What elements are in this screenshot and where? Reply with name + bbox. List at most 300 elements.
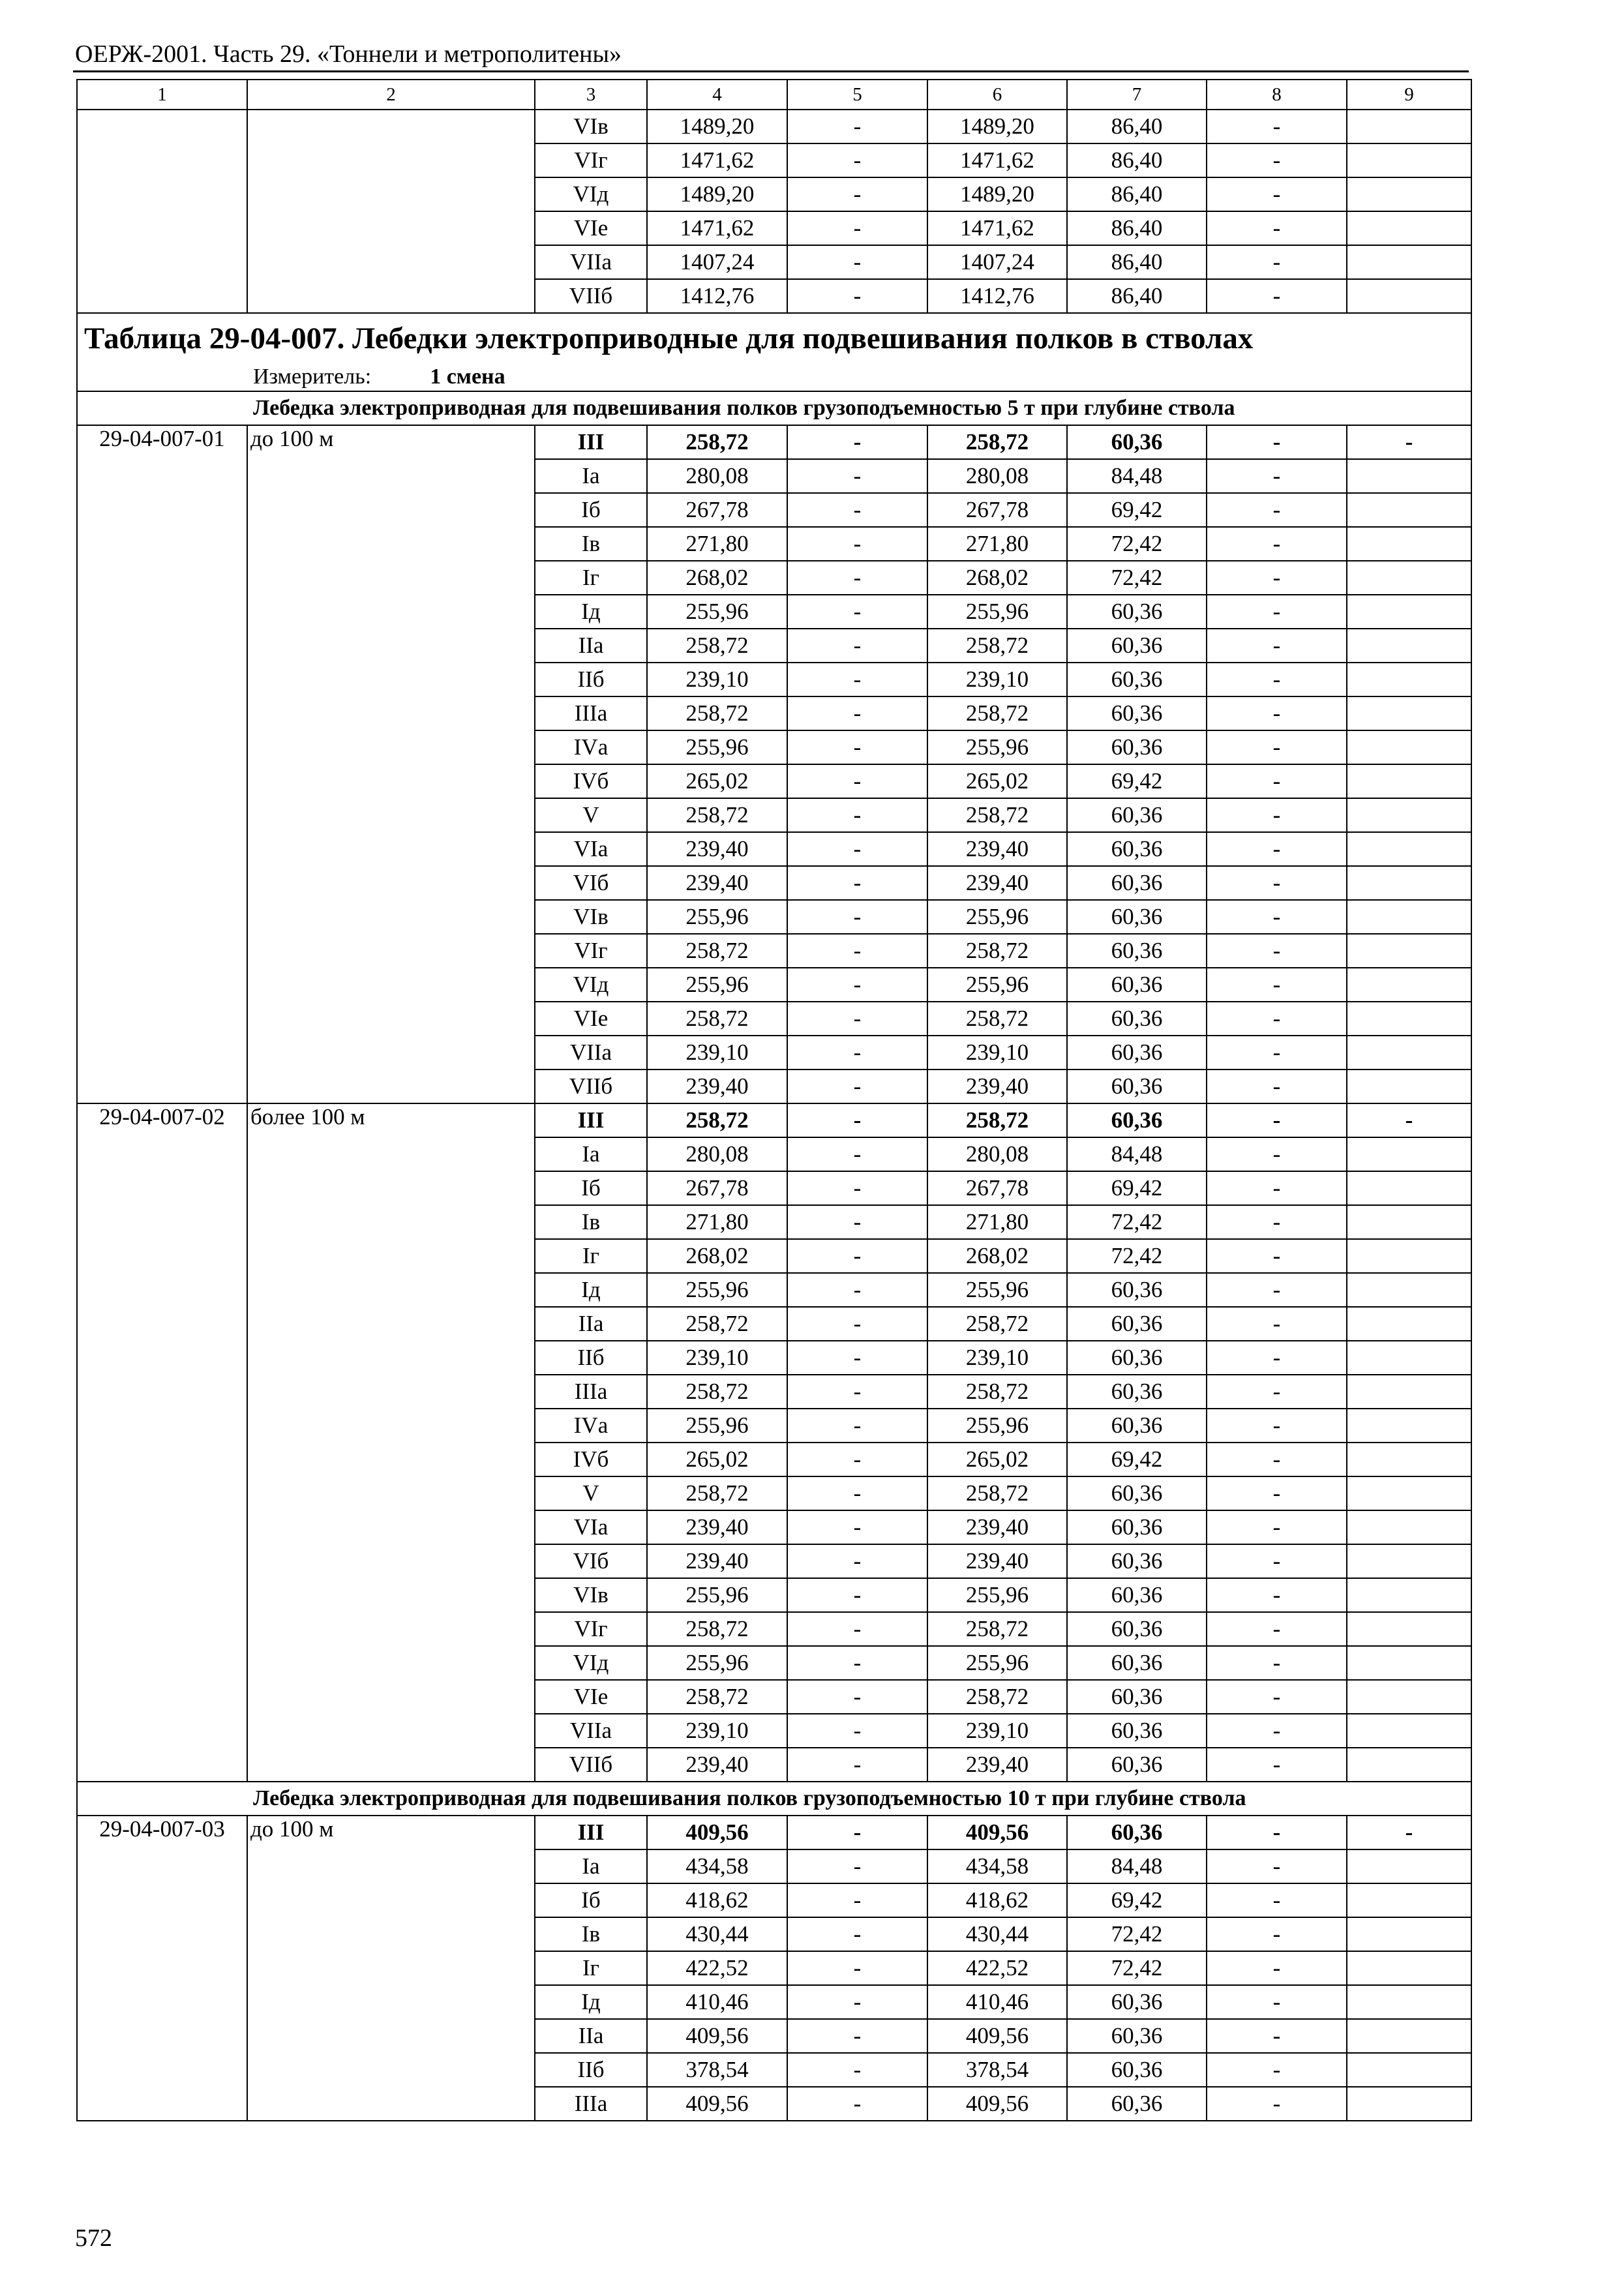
value-cell: 239,40 (647, 1510, 787, 1544)
item-description-cell (247, 832, 535, 866)
value-cell: 60,36 (1067, 832, 1207, 866)
value-cell (1347, 1239, 1471, 1273)
value-cell: - (1207, 1239, 1347, 1273)
item-description-cell (247, 968, 535, 1002)
item-code-cell (77, 459, 247, 493)
value-cell: 60,36 (1067, 2019, 1207, 2053)
value-cell: - (787, 1273, 927, 1307)
value-cell: Iв (535, 1917, 647, 1951)
value-cell: 60,36 (1067, 900, 1207, 934)
value-cell: 60,36 (1067, 1375, 1207, 1409)
value-cell: - (1207, 764, 1347, 798)
value-cell: - (1207, 1375, 1347, 1409)
value-cell: 1489,20 (927, 177, 1067, 211)
value-cell: 60,36 (1067, 1748, 1207, 1782)
value-cell: 255,96 (647, 1273, 787, 1307)
value-cell: Iа (535, 1849, 647, 1883)
item-code-cell (77, 1273, 247, 1307)
item-code-cell (77, 245, 247, 279)
item-description-cell (247, 900, 535, 934)
item-description-cell (247, 1883, 535, 1917)
item-code-cell (77, 832, 247, 866)
value-cell: 1471,62 (647, 211, 787, 245)
value-cell (1347, 595, 1471, 629)
value-cell: 280,08 (647, 459, 787, 493)
value-cell: 239,10 (647, 1714, 787, 1748)
item-description-cell (247, 527, 535, 561)
value-cell: 258,72 (927, 1002, 1067, 1036)
value-cell: - (787, 1646, 927, 1680)
value-cell: - (1207, 493, 1347, 527)
table-row (77, 1239, 1471, 1273)
item-code-cell (77, 1002, 247, 1036)
table-row (77, 2019, 1471, 2053)
value-cell (1347, 1951, 1471, 1985)
table-row (77, 1409, 1471, 1443)
item-description-cell (247, 459, 535, 493)
column-number: 1 (77, 80, 247, 110)
item-code-cell (77, 177, 247, 211)
value-cell: 1471,62 (927, 143, 1067, 177)
item-code-cell (77, 1883, 247, 1917)
value-cell: - (1207, 1646, 1347, 1680)
value-cell: - (787, 934, 927, 968)
item-description-cell (247, 1985, 535, 2019)
value-cell: Iд (535, 595, 647, 629)
table-row (77, 211, 1471, 245)
value-cell (1347, 1476, 1471, 1510)
section-heading: Лебедка электроприводная для подвешивания полков грузоподъемностью 10 т при глубине ствола (77, 1782, 1471, 1816)
item-description-cell (247, 730, 535, 764)
value-cell (1347, 459, 1471, 493)
value-cell: - (787, 696, 927, 730)
value-cell: 60,36 (1067, 1816, 1207, 1849)
value-cell: 280,08 (647, 1137, 787, 1171)
value-cell: VIIб (535, 1748, 647, 1782)
value-cell: VIе (535, 211, 647, 245)
value-cell: 258,72 (927, 425, 1067, 459)
value-cell: - (1207, 696, 1347, 730)
value-cell: 255,96 (647, 595, 787, 629)
value-cell: 239,40 (927, 1070, 1067, 1103)
value-cell: - (787, 730, 927, 764)
item-description-cell (247, 696, 535, 730)
value-cell: 72,42 (1067, 1239, 1207, 1273)
value-cell: IIа (535, 1307, 647, 1341)
value-cell: - (787, 1680, 927, 1714)
table-row (77, 1137, 1471, 1171)
value-cell: 258,72 (647, 696, 787, 730)
value-cell: 255,96 (647, 900, 787, 934)
table-row (77, 2087, 1471, 2121)
table-row (77, 696, 1471, 730)
value-cell: 60,36 (1067, 1578, 1207, 1612)
value-cell: 258,72 (927, 1476, 1067, 1510)
item-code-cell (77, 1476, 247, 1510)
value-cell: 418,62 (927, 1883, 1067, 1917)
value-cell (1347, 696, 1471, 730)
item-code-cell (77, 1714, 247, 1748)
column-number: 4 (647, 80, 787, 110)
value-cell: 69,42 (1067, 493, 1207, 527)
value-cell: 255,96 (927, 968, 1067, 1002)
item-description-cell (247, 1544, 535, 1578)
value-cell: - (1207, 1476, 1347, 1510)
value-cell: 60,36 (1067, 1070, 1207, 1103)
value-cell: 409,56 (927, 2087, 1067, 2121)
table-row (77, 764, 1471, 798)
item-code-cell (77, 1036, 247, 1070)
value-cell: - (1347, 1816, 1471, 1849)
value-cell: - (1207, 1036, 1347, 1070)
value-cell (1347, 2087, 1471, 2121)
table-row (77, 900, 1471, 934)
item-description-cell (247, 245, 535, 279)
price-table (76, 79, 1472, 2121)
value-cell (1347, 245, 1471, 279)
value-cell: 255,96 (927, 900, 1067, 934)
item-description-cell (247, 1612, 535, 1646)
item-code-cell (77, 110, 247, 143)
item-description-cell (247, 110, 535, 143)
table-row (77, 110, 1471, 143)
value-cell: 60,36 (1067, 1307, 1207, 1341)
value-cell (1347, 1883, 1471, 1917)
value-cell: Iа (535, 1137, 647, 1171)
value-cell: - (787, 2019, 927, 2053)
value-cell: - (787, 1476, 927, 1510)
value-cell: 267,78 (927, 493, 1067, 527)
item-description-cell (247, 764, 535, 798)
value-cell: 265,02 (927, 1443, 1067, 1476)
value-cell: VIг (535, 934, 647, 968)
value-cell: VIIа (535, 245, 647, 279)
item-code-cell (77, 1171, 247, 1205)
table-row (77, 143, 1471, 177)
table-row (77, 1646, 1471, 1680)
value-cell: 60,36 (1067, 1612, 1207, 1646)
value-cell: - (1207, 211, 1347, 245)
item-code-cell (77, 493, 247, 527)
item-description-cell (247, 143, 535, 177)
value-cell: 60,36 (1067, 1103, 1207, 1137)
value-cell: VIб (535, 866, 647, 900)
value-cell: 60,36 (1067, 1036, 1207, 1070)
item-code-cell (77, 1917, 247, 1951)
item-description-cell (247, 493, 535, 527)
item-description-cell (247, 2053, 535, 2087)
value-cell: - (1207, 1816, 1347, 1849)
value-cell: 239,10 (927, 1341, 1067, 1375)
value-cell: 255,96 (927, 1646, 1067, 1680)
item-code-cell (77, 1375, 247, 1409)
item-code-cell (77, 1205, 247, 1239)
item-code-cell (77, 764, 247, 798)
value-cell: 271,80 (927, 1205, 1067, 1239)
item-code-cell (77, 1985, 247, 2019)
value-cell: IIб (535, 663, 647, 696)
value-cell: - (1207, 1443, 1347, 1476)
value-cell (1347, 1273, 1471, 1307)
value-cell (1347, 1985, 1471, 2019)
value-cell: - (787, 1375, 927, 1409)
header-rule (73, 70, 1469, 72)
value-cell: 239,40 (647, 1070, 787, 1103)
value-cell: 1407,24 (647, 245, 787, 279)
table-row (77, 934, 1471, 968)
value-cell (1347, 1002, 1471, 1036)
value-cell: - (787, 561, 927, 595)
value-cell: - (1207, 1409, 1347, 1443)
table-row (77, 245, 1471, 279)
value-cell: Iд (535, 1985, 647, 2019)
item-code-cell (77, 1443, 247, 1476)
value-cell: - (1207, 527, 1347, 561)
item-description-cell (247, 1917, 535, 1951)
table-row (77, 798, 1471, 832)
value-cell: - (1207, 561, 1347, 595)
value-cell (1347, 1307, 1471, 1341)
item-code-cell: 29-04-007-01 (77, 425, 247, 459)
value-cell: - (1207, 1205, 1347, 1239)
table-row (77, 459, 1471, 493)
value-cell: Iа (535, 459, 647, 493)
table-row (77, 832, 1471, 866)
value-cell: 409,56 (647, 2019, 787, 2053)
value-cell: 239,40 (927, 1748, 1067, 1782)
value-cell (1347, 1917, 1471, 1951)
value-cell: 280,08 (927, 459, 1067, 493)
value-cell: Iг (535, 561, 647, 595)
item-description-cell (247, 1849, 535, 1883)
value-cell: - (1207, 1070, 1347, 1103)
value-cell: 60,36 (1067, 696, 1207, 730)
value-cell: Iв (535, 1205, 647, 1239)
value-cell: 255,96 (647, 968, 787, 1002)
value-cell: 409,56 (647, 2087, 787, 2121)
table-row (77, 1951, 1471, 1985)
value-cell: - (787, 1748, 927, 1782)
value-cell: - (1207, 1137, 1347, 1171)
item-description-cell (247, 1239, 535, 1273)
item-description-cell: до 100 м (247, 425, 535, 459)
value-cell: - (1207, 110, 1347, 143)
column-number: 3 (535, 80, 647, 110)
item-description-cell (247, 1273, 535, 1307)
value-cell: 239,40 (927, 866, 1067, 900)
item-description-cell (247, 2019, 535, 2053)
item-description-cell (247, 1375, 535, 1409)
value-cell: - (1207, 663, 1347, 696)
table-row (77, 866, 1471, 900)
column-number: 8 (1207, 80, 1347, 110)
value-cell: 268,02 (647, 1239, 787, 1273)
value-cell: - (787, 1205, 927, 1239)
item-description-cell (247, 1646, 535, 1680)
value-cell: 60,36 (1067, 1985, 1207, 2019)
value-cell: 258,72 (927, 1103, 1067, 1137)
value-cell: - (1207, 1680, 1347, 1714)
value-cell: 434,58 (647, 1849, 787, 1883)
value-cell: 239,40 (927, 1544, 1067, 1578)
value-cell: Iд (535, 1273, 647, 1307)
value-cell: 418,62 (647, 1883, 787, 1917)
value-cell: - (1207, 1748, 1347, 1782)
value-cell: - (1207, 730, 1347, 764)
value-cell: 430,44 (927, 1917, 1067, 1951)
value-cell: 72,42 (1067, 561, 1207, 595)
value-cell: - (787, 1510, 927, 1544)
table-row (77, 1612, 1471, 1646)
value-cell: - (1207, 1002, 1347, 1036)
table-row (77, 1985, 1471, 2019)
value-cell: 267,78 (647, 493, 787, 527)
value-cell (1347, 1409, 1471, 1443)
value-cell (1347, 798, 1471, 832)
value-cell: 258,72 (647, 1476, 787, 1510)
item-description-cell (247, 2087, 535, 2121)
value-cell: VIв (535, 110, 647, 143)
item-code-cell (77, 2053, 247, 2087)
value-cell (1347, 279, 1471, 313)
item-code-cell (77, 663, 247, 696)
table-row (77, 1307, 1471, 1341)
item-description-cell (247, 595, 535, 629)
value-cell (1347, 1714, 1471, 1748)
value-cell: 258,72 (927, 1307, 1067, 1341)
value-cell: 265,02 (927, 764, 1067, 798)
item-code-cell (77, 1137, 247, 1171)
value-cell: 268,02 (927, 1239, 1067, 1273)
item-description-cell (247, 1510, 535, 1544)
value-cell: 60,36 (1067, 1510, 1207, 1544)
item-description-cell (247, 1341, 535, 1375)
value-cell: - (1207, 1883, 1347, 1917)
column-number: 5 (787, 80, 927, 110)
item-description-cell (247, 798, 535, 832)
value-cell: 258,72 (647, 934, 787, 968)
value-cell: IVа (535, 730, 647, 764)
value-cell: VIд (535, 1646, 647, 1680)
value-cell: 258,72 (927, 1612, 1067, 1646)
value-cell (1347, 764, 1471, 798)
unit-value: 1 смена (430, 365, 505, 389)
value-cell: IIIа (535, 696, 647, 730)
table-row (77, 1002, 1471, 1036)
value-cell: VIIб (535, 279, 647, 313)
value-cell: 60,36 (1067, 1680, 1207, 1714)
item-code-cell (77, 1646, 247, 1680)
table-row (77, 629, 1471, 663)
value-cell: - (787, 2087, 927, 2121)
item-code-cell (77, 527, 247, 561)
table-row (77, 1544, 1471, 1578)
table-row (77, 1748, 1471, 1782)
value-cell: 258,72 (927, 696, 1067, 730)
item-code-cell (77, 1409, 247, 1443)
item-description-cell (247, 663, 535, 696)
item-description-cell (247, 866, 535, 900)
value-cell: 267,78 (647, 1171, 787, 1205)
value-cell: - (787, 832, 927, 866)
value-cell: VIг (535, 1612, 647, 1646)
value-cell: 239,40 (647, 1748, 787, 1782)
value-cell: 69,42 (1067, 1883, 1207, 1917)
item-description-cell (247, 1205, 535, 1239)
value-cell: 86,40 (1067, 245, 1207, 279)
value-cell (1347, 1612, 1471, 1646)
item-code-cell (77, 1748, 247, 1782)
item-code-cell (77, 1544, 247, 1578)
item-code-cell (77, 1680, 247, 1714)
value-cell: 86,40 (1067, 110, 1207, 143)
item-code-cell: 29-04-007-03 (77, 1816, 247, 1849)
value-cell: 255,96 (927, 1578, 1067, 1612)
value-cell (1347, 561, 1471, 595)
item-description-cell (247, 1070, 535, 1103)
value-cell: 255,96 (927, 1273, 1067, 1307)
table-row (77, 1816, 1471, 1849)
table-row (77, 1273, 1471, 1307)
value-cell: - (787, 1883, 927, 1917)
value-cell: 239,40 (647, 1544, 787, 1578)
value-cell: 60,36 (1067, 730, 1207, 764)
item-code-cell: 29-04-007-02 (77, 1103, 247, 1137)
value-cell: - (787, 1070, 927, 1103)
table-row (77, 1680, 1471, 1714)
value-cell: 60,36 (1067, 425, 1207, 459)
value-cell: - (787, 1578, 927, 1612)
value-cell: - (1207, 459, 1347, 493)
value-cell: IIIа (535, 2087, 647, 2121)
value-cell: - (1207, 1951, 1347, 1985)
column-number: 9 (1347, 80, 1471, 110)
value-cell: VIг (535, 143, 647, 177)
value-cell: - (787, 764, 927, 798)
table-title-row (77, 313, 1471, 363)
value-cell (1347, 1510, 1471, 1544)
value-cell: 280,08 (927, 1137, 1067, 1171)
value-cell (1347, 1341, 1471, 1375)
value-cell: - (1207, 1307, 1347, 1341)
value-cell: - (1207, 595, 1347, 629)
item-code-cell (77, 798, 247, 832)
value-cell: VIд (535, 968, 647, 1002)
value-cell: 60,36 (1067, 1002, 1207, 1036)
value-cell: 72,42 (1067, 1205, 1207, 1239)
value-cell: - (1207, 245, 1347, 279)
value-cell: - (787, 1002, 927, 1036)
table-row (77, 968, 1471, 1002)
value-cell: 258,72 (647, 425, 787, 459)
item-description-cell (247, 561, 535, 595)
value-cell: 265,02 (647, 1443, 787, 1476)
value-cell (1347, 629, 1471, 663)
value-cell: 60,36 (1067, 629, 1207, 663)
value-cell: 258,72 (647, 1307, 787, 1341)
value-cell: 409,56 (647, 1816, 787, 1849)
value-cell (1347, 1205, 1471, 1239)
value-cell: VIд (535, 177, 647, 211)
table-row (77, 1103, 1471, 1137)
section-heading-row (77, 1782, 1471, 1816)
value-cell: 60,36 (1067, 968, 1207, 1002)
value-cell: 434,58 (927, 1849, 1067, 1883)
value-cell: IVб (535, 1443, 647, 1476)
value-cell: - (1207, 2019, 1347, 2053)
value-cell: - (787, 1307, 927, 1341)
value-cell: 258,72 (647, 1375, 787, 1409)
